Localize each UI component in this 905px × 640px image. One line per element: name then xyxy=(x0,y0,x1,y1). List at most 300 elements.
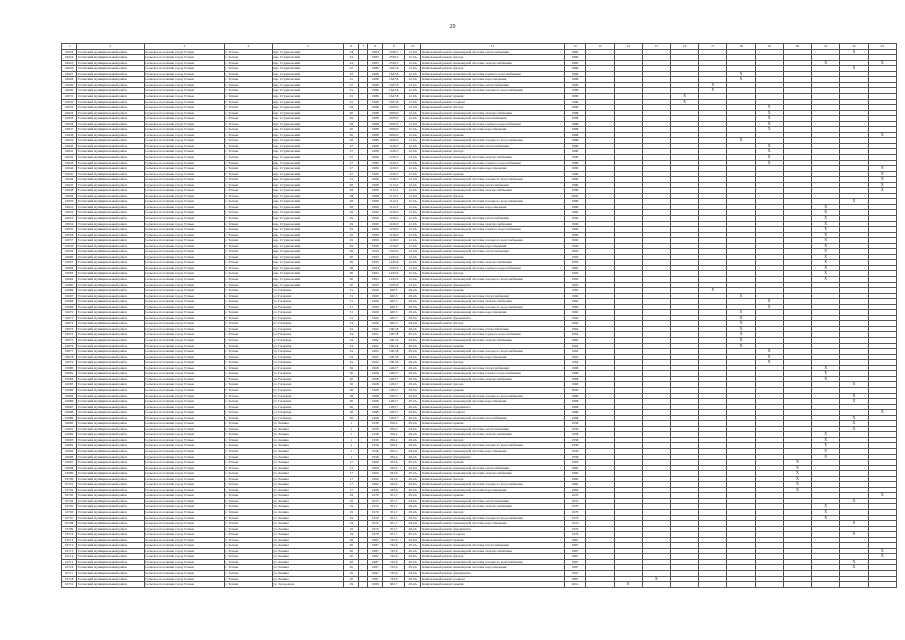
table-cell: 1960 xyxy=(368,460,383,466)
mark-cell: X xyxy=(840,415,868,421)
mark-cell: X xyxy=(868,166,896,172)
table-cell: 1968 xyxy=(368,404,383,410)
table-cell: пер. Студенческий xyxy=(272,193,344,199)
table-cell: 16640 xyxy=(62,143,77,149)
table-cell: 1126,0 xyxy=(383,210,405,216)
table-cell: 31 xyxy=(344,288,359,294)
table-cell: г. Тотьма xyxy=(224,326,272,332)
column-header: 21 xyxy=(812,44,840,50)
table-cell: 1987 xyxy=(368,571,383,577)
table-cell: 351,7 xyxy=(383,509,405,515)
table-cell: Сельское поселение город Тотьма xyxy=(144,171,224,177)
table-cell: Сельское поселение город Тотьма xyxy=(144,271,224,277)
table-cell: 26 xyxy=(344,127,359,133)
table-cell: Тотемский муниципальный район xyxy=(77,487,144,493)
mark-cell: X xyxy=(840,66,868,72)
table-cell: 1993 xyxy=(564,265,586,271)
table-cell: 1986 xyxy=(564,99,586,105)
column-header: 20 xyxy=(783,44,811,50)
table-cell: Сельское поселение город Тотьма xyxy=(144,326,224,332)
table-cell: 17 xyxy=(344,471,359,477)
table-cell: пер. Студенческий xyxy=(272,210,344,216)
table-cell: Тотемский муниципальный район xyxy=(77,482,144,488)
table-cell: Сельское поселение город Тотьма xyxy=(144,548,224,554)
table-cell: Капитальный ремонт инженерной системы электроснабжения xyxy=(421,376,564,382)
table-cell: Тотемский муниципальный район xyxy=(77,493,144,499)
table-cell: Тотемский муниципальный район xyxy=(77,465,144,471)
table-cell: пер. Студенческий xyxy=(272,66,344,72)
table-cell: Сельское поселение город Тотьма xyxy=(144,99,224,105)
table-cell: 1970 xyxy=(564,493,586,499)
table-cell: Сельское поселение город Тотьма xyxy=(144,310,224,316)
table-cell: 16661 xyxy=(62,260,77,266)
table-cell: 30 xyxy=(344,249,359,255)
table-cell: ул. Гагарина xyxy=(272,349,344,355)
table-cell: 1960 xyxy=(564,476,586,482)
mark-cell: X xyxy=(868,60,896,66)
table-cell: Капитальный ремонт подвала xyxy=(421,532,564,538)
table-cell: 29 xyxy=(344,232,359,238)
table-cell: 1986 xyxy=(564,88,586,94)
table-cell: 12.2А xyxy=(405,177,421,183)
table-cell: 29.2А xyxy=(405,288,421,294)
table-cell: ул. Гагарина xyxy=(272,304,344,310)
table-cell: 1990 xyxy=(564,243,586,249)
table-cell: 1990 xyxy=(368,210,383,216)
table-cell: Сельское поселение город Тотьма xyxy=(144,116,224,122)
mark-cell: X xyxy=(868,182,896,188)
table-cell: 1962 xyxy=(564,360,586,366)
table-cell: ул. Ленина xyxy=(272,509,344,515)
table-cell: 2030,0 xyxy=(383,116,405,122)
table-cell: 1987 xyxy=(564,565,586,571)
table-cell: 29.2А xyxy=(405,465,421,471)
table-cell: Капитальный ремонт инженерной системы водоотведения xyxy=(421,354,564,360)
table-cell: Капитальный ремонт инженерной системы теплоснабжения xyxy=(421,543,564,549)
mark-cell: X xyxy=(755,105,783,111)
table-cell: 620,5 xyxy=(383,288,405,294)
table-cell: Тотемский муниципальный район xyxy=(77,116,144,122)
mark-cell: X xyxy=(840,559,868,565)
mark-cell: X xyxy=(755,354,783,360)
table-cell: Сельское поселение город Тотьма xyxy=(144,471,224,477)
table-cell: Капитальный ремонт инженерной системы холодного водоснабжения xyxy=(421,349,564,355)
table-cell: Сельское поселение город Тотьма xyxy=(144,77,224,83)
column-header: 10 xyxy=(405,44,421,50)
table-cell: ул. Ленина xyxy=(272,554,344,560)
table-cell: 16637 xyxy=(62,127,77,133)
table-cell: 1990 xyxy=(564,221,586,227)
table-cell: 29.2А xyxy=(405,321,421,327)
table-cell: 351,7 xyxy=(383,532,405,538)
mark-cell: X xyxy=(868,177,896,183)
table-cell: 16696 xyxy=(62,454,77,460)
table-cell: г. Тотьма xyxy=(224,338,272,344)
table-cell: г. Тотьма xyxy=(224,393,272,399)
table-cell: 12.2А xyxy=(405,188,421,194)
table-cell: 16703 xyxy=(62,493,77,499)
table-cell: 29.2А xyxy=(405,415,421,421)
table-cell: 1647,8 xyxy=(383,82,405,88)
table-cell: 16648 xyxy=(62,188,77,194)
table-cell: 1202,7 xyxy=(383,387,405,393)
table-cell: 1960 xyxy=(564,299,586,305)
table-cell: 29.2А xyxy=(405,471,421,477)
mark-cell: X xyxy=(812,210,840,216)
table-cell: Тотемский муниципальный район xyxy=(77,548,144,554)
table-cell: 16705 xyxy=(62,504,77,510)
table-cell: 30 xyxy=(344,265,359,271)
mark-cell: X xyxy=(868,548,896,554)
table-cell: 1970 xyxy=(368,532,383,538)
table-cell: 12.2А xyxy=(405,249,421,255)
table-cell: 620,5 xyxy=(383,321,405,327)
table-cell: 1988 xyxy=(368,110,383,116)
table-cell: пер. Студенческий xyxy=(272,260,344,266)
table-cell: Сельское поселение город Тотьма xyxy=(144,60,224,66)
table-cell: Капитальный ремонт инженерной системы холодного водоснабжения xyxy=(421,138,564,144)
table-cell: 1126,5 xyxy=(383,160,405,166)
mark-cell: X xyxy=(670,93,698,99)
table-cell: 16666 xyxy=(62,288,77,294)
table-cell: 16629 xyxy=(62,82,77,88)
table-cell: Капитальный ремонт инженерной системы холодного водоснабжения xyxy=(421,199,564,205)
table-cell: Сельское поселение город Тотьма xyxy=(144,399,224,405)
table-cell: 1968 xyxy=(564,415,586,421)
table-cell: 16689 xyxy=(62,415,77,421)
table-cell: пер. Студенческий xyxy=(272,232,344,238)
table-cell: 25 xyxy=(344,71,359,77)
table-cell: Капитальный ремонт инженерной системы холодного водоснабжения xyxy=(421,304,564,310)
table-cell: 31 xyxy=(344,315,359,321)
table-cell: г. Тотьма xyxy=(224,177,272,183)
table-cell: 34 xyxy=(344,332,359,338)
table-cell: Тотемский муниципальный район xyxy=(77,166,144,172)
table-cell: г. Тотьма xyxy=(224,160,272,166)
table-cell: 243,6 xyxy=(383,465,405,471)
table-cell: 29 xyxy=(344,582,359,588)
table-cell: 29.2А xyxy=(405,515,421,521)
table-cell: 16713 xyxy=(62,548,77,554)
mark-cell: X xyxy=(812,243,840,249)
table-cell: 1202,7 xyxy=(383,415,405,421)
table-cell: Капитальный ремонт крыши xyxy=(421,254,564,260)
table-cell: Капитальный ремонт инженерной системы электроснабжения xyxy=(421,154,564,160)
table-cell: Сельское поселение город Тотьма xyxy=(144,526,224,532)
table-cell: 1970 xyxy=(368,493,383,499)
table-cell: 29.2А xyxy=(405,543,421,549)
capital-repair-table xyxy=(61,43,897,588)
table-cell: ул. Ленина xyxy=(272,437,344,443)
table-cell: Тотемский муниципальный район xyxy=(77,310,144,316)
table-cell: Сельское поселение город Тотьма xyxy=(144,371,224,377)
table-cell: Тотемский муниципальный район xyxy=(77,509,144,515)
table-cell: 351,7 xyxy=(383,493,405,499)
table-cell: пер. Студенческий xyxy=(272,188,344,194)
table-cell: г. Тотьма xyxy=(224,204,272,210)
table-cell: пер. Студенческий xyxy=(272,271,344,277)
table-cell: 16665 xyxy=(62,282,77,288)
table-cell: Сельское поселение город Тотьма xyxy=(144,460,224,466)
table-cell: Тотемский муниципальный район xyxy=(77,526,144,532)
table-cell: г. Тотьма xyxy=(224,387,272,393)
table-cell: 16676 xyxy=(62,343,77,349)
table-cell: Сельское поселение город Тотьма xyxy=(144,382,224,388)
table-cell: г. Тотьма xyxy=(224,498,272,504)
capital-repair-table-sheet xyxy=(61,43,897,588)
table-cell: ул. Гагарина xyxy=(272,415,344,421)
table-cell: 27 xyxy=(344,171,359,177)
mark-cell: X xyxy=(840,565,868,571)
table-cell: 1202,7 xyxy=(383,376,405,382)
table-cell: 1126,5 xyxy=(383,171,405,177)
table-cell: г. Тотьма xyxy=(224,360,272,366)
table-cell: пер. Студенческий xyxy=(272,127,344,133)
table-cell: г. Тотьма xyxy=(224,216,272,222)
table-cell: пер. Студенческий xyxy=(272,160,344,166)
table-cell: Тотемский муниципальный район xyxy=(77,471,144,477)
table-cell: 12.2А xyxy=(405,143,421,149)
table-cell: г. Тотьма xyxy=(224,332,272,338)
table-cell: Сельское поселение город Тотьма xyxy=(144,299,224,305)
mark-cell: X xyxy=(642,576,670,582)
table-cell: 1993 xyxy=(368,265,383,271)
table-cell: 1968 xyxy=(368,393,383,399)
table-cell: ул. Ленина xyxy=(272,565,344,571)
table-cell: 1960 xyxy=(368,482,383,488)
mark-cell: X xyxy=(812,277,840,283)
table-cell: пер. Студенческий xyxy=(272,149,344,155)
table-cell: ул. Гагарина xyxy=(272,354,344,360)
table-cell: Тотемский муниципальный район xyxy=(77,254,144,260)
table-cell: 12.2А xyxy=(405,132,421,138)
table-cell: ул. Гагарина xyxy=(272,410,344,416)
table-cell: 19 xyxy=(344,504,359,510)
table-cell: Тотемский муниципальный район xyxy=(77,332,144,338)
table-cell: Тотемский муниципальный район xyxy=(77,498,144,504)
table-cell: пер. Студенческий xyxy=(272,121,344,127)
table-cell: 620,5 xyxy=(383,293,405,299)
table-cell: Тотемский муниципальный район xyxy=(77,277,144,283)
table-cell: г. Тотьма xyxy=(224,515,272,521)
table-cell: г. Тотьма xyxy=(224,88,272,94)
table-cell: ул. Ленина xyxy=(272,548,344,554)
table-cell: Капитальный ремонт крыши xyxy=(421,493,564,499)
table-cell: 1988 xyxy=(368,116,383,122)
table-cell: 1647,8 xyxy=(383,66,405,72)
table-cell: 16686 xyxy=(62,399,77,405)
mark-cell: X xyxy=(868,132,896,138)
table-cell: Тотемский муниципальный район xyxy=(77,199,144,205)
table-cell: Тотемский муниципальный район xyxy=(77,177,144,183)
table-cell: Тотемский муниципальный район xyxy=(77,110,144,116)
table-cell: г. Тотьма xyxy=(224,149,272,155)
table-cell: г. Тотьма xyxy=(224,448,272,454)
table-cell: 1990 xyxy=(564,232,586,238)
table-cell: 12.2А xyxy=(405,82,421,88)
table-cell: 2014 xyxy=(564,582,586,588)
table-cell: г. Тотьма xyxy=(224,559,272,565)
table-cell: Капитальный ремонт инженерной системы электроснабжения xyxy=(421,432,564,438)
table-cell: 1970 xyxy=(368,504,383,510)
table-cell: 1958 xyxy=(368,454,383,460)
mark-cell: X xyxy=(812,365,840,371)
table-cell: Тотемский муниципальный район xyxy=(77,160,144,166)
table-cell: Капитальный ремонт крыши xyxy=(421,537,564,543)
table-cell: Сельское поселение город Тотьма xyxy=(144,332,224,338)
table-cell: Сельское поселение город Тотьма xyxy=(144,265,224,271)
table-cell: ул. Ленина xyxy=(272,432,344,438)
table-cell: г. Тотьма xyxy=(224,288,272,294)
table-cell: пер. Студенческий xyxy=(272,110,344,116)
table-cell: 16630 xyxy=(62,88,77,94)
table-cell: 16644 xyxy=(62,166,77,172)
table-cell: 1986 xyxy=(368,93,383,99)
table-cell: Капитальный ремонт фундамента xyxy=(421,454,564,460)
mark-cell: X xyxy=(614,582,642,588)
table-cell: Капитальный ремонт инженерной системы холодного водоснабжения xyxy=(421,277,564,283)
table-cell: пер. Студенческий xyxy=(272,132,344,138)
table-cell: 1970 xyxy=(368,521,383,527)
table-cell: 1960 xyxy=(368,315,383,321)
table-cell: Капитальный ремонт инженерной системы теплоснабжения xyxy=(421,326,564,332)
mark-cell: X xyxy=(699,288,727,294)
table-cell: 620,5 xyxy=(383,299,405,305)
table-cell: г. Тотьма xyxy=(224,399,272,405)
table-cell: 16641 xyxy=(62,149,77,155)
table-cell: 29 xyxy=(344,210,359,216)
table-cell: 27 xyxy=(344,160,359,166)
table-cell: пер. Студенческий xyxy=(272,105,344,111)
table-cell: 1987 xyxy=(368,576,383,582)
table-cell: 1988 xyxy=(564,121,586,127)
mark-cell: X xyxy=(812,60,840,66)
table-cell: 1985 xyxy=(564,60,586,66)
table-cell: 243,6 xyxy=(383,476,405,482)
table-cell: Сельское поселение город Тотьма xyxy=(144,554,224,560)
table-cell: Капитальный ремонт инженерной системы теплоснабжения xyxy=(421,49,564,55)
table-cell: Сельское поселение город Тотьма xyxy=(144,160,224,166)
table-cell: Капитальный ремонт крыши xyxy=(421,387,564,393)
table-cell: 1986 xyxy=(368,66,383,72)
table-cell: 1202,7 xyxy=(383,404,405,410)
table-cell: 19 xyxy=(344,526,359,532)
table-cell: 745,6 xyxy=(383,559,405,565)
table-cell: 36 xyxy=(344,387,359,393)
table-cell: 16657 xyxy=(62,238,77,244)
table-cell: 1960 xyxy=(368,299,383,305)
table-cell: 16692 xyxy=(62,432,77,438)
table-cell: ул. Ленина xyxy=(272,426,344,432)
table-cell: 17 xyxy=(344,487,359,493)
table-cell: 1960 xyxy=(564,465,586,471)
table-cell: Сельское поселение город Тотьма xyxy=(144,282,224,288)
table-cell: 1958 xyxy=(368,437,383,443)
mark-cell: X xyxy=(755,116,783,122)
table-cell: 1989 xyxy=(564,188,586,194)
table-cell: 29.2А xyxy=(405,382,421,388)
table-cell: 1968 xyxy=(564,399,586,405)
table-cell: 243,6 xyxy=(383,487,405,493)
table-cell: 29.2А xyxy=(405,326,421,332)
table-cell: 16708 xyxy=(62,521,77,527)
table-cell: 29.2А xyxy=(405,426,421,432)
table-cell: 1968 xyxy=(368,376,383,382)
table-cell: 16639 xyxy=(62,138,77,144)
table-cell: 1 xyxy=(344,432,359,438)
table-cell: 26 xyxy=(344,121,359,127)
table-cell: 12.2А xyxy=(405,71,421,77)
table-cell: 1001,8 xyxy=(383,349,405,355)
mark-cell: X xyxy=(840,393,868,399)
table-cell: ул. Гагарина xyxy=(272,360,344,366)
table-cell: 1245,9 xyxy=(383,277,405,283)
table-cell: 1126,0 xyxy=(383,238,405,244)
mark-cell: X xyxy=(755,143,783,149)
table-cell: 29.2А xyxy=(405,360,421,366)
mark-cell: X xyxy=(840,498,868,504)
table-cell: Сельское поселение город Тотьма xyxy=(144,149,224,155)
table-cell: 16636 xyxy=(62,121,77,127)
table-cell: Тотемский муниципальный район xyxy=(77,410,144,416)
table-cell: пер. Студенческий xyxy=(272,182,344,188)
mark-cell: X xyxy=(840,426,868,432)
table-cell: Тотемский муниципальный район xyxy=(77,504,144,510)
table-cell: 1993 xyxy=(564,277,586,283)
table-cell: г. Тотьма xyxy=(224,476,272,482)
table-cell: г. Тотьма xyxy=(224,188,272,194)
table-cell: 12.2А xyxy=(405,49,421,55)
table-cell: Капитальный ремонт инженерной системы теплоснабжения xyxy=(421,426,564,432)
table-cell: г. Тотьма xyxy=(224,221,272,227)
mark-cell xyxy=(783,582,811,588)
table-cell: г. Тотьма xyxy=(224,182,272,188)
table-cell: 12.2А xyxy=(405,265,421,271)
table-cell: г. Тотьма xyxy=(224,415,272,421)
table-cell: 16655 xyxy=(62,227,77,233)
table-cell: Капитальный ремонт инженерной системы горячего водоснабжения xyxy=(421,160,564,166)
table-cell: Капитальный ремонт крыши xyxy=(421,343,564,349)
table-cell: Сельское поселение город Тотьма xyxy=(144,55,224,61)
table-cell: Сельское поселение город Тотьма xyxy=(144,454,224,460)
table-cell: пер. Студенческий xyxy=(272,154,344,160)
table-cell: 16659 xyxy=(62,249,77,255)
table-cell: Капитальный ремонт инженерной системы холодного водоснабжения xyxy=(421,88,564,94)
column-header: 7 xyxy=(359,44,368,50)
mark-cell: X xyxy=(812,443,840,449)
table-cell: 36 xyxy=(344,365,359,371)
table-cell: Капитальный ремонт фундамента xyxy=(421,315,564,321)
table-cell: Тотемский муниципальный район xyxy=(77,432,144,438)
table-cell: ул. Гагарина xyxy=(272,365,344,371)
table-cell: 1968 xyxy=(368,399,383,405)
table-cell: г. Тотьма xyxy=(224,154,272,160)
table-cell: пер. Студенческий xyxy=(272,277,344,283)
table-cell: Капитальный ремонт инженерной системы теплоснабжения xyxy=(421,143,564,149)
table-cell: Сельское поселение город Тотьма xyxy=(144,238,224,244)
mark-cell: X xyxy=(812,227,840,233)
table-cell: 1990 xyxy=(368,216,383,222)
table-cell: 1990 xyxy=(564,227,586,233)
table-cell: 1989 xyxy=(368,188,383,194)
table-cell: 1970 xyxy=(368,515,383,521)
table-cell: пер. Студенческий xyxy=(272,143,344,149)
table-cell: 1647,8 xyxy=(383,77,405,83)
table-cell: г. Тотьма xyxy=(224,143,272,149)
table-cell: Сельское поселение город Тотьма xyxy=(144,354,224,360)
table-cell: 1647,8 xyxy=(383,88,405,94)
table-cell: 1960 xyxy=(564,460,586,466)
